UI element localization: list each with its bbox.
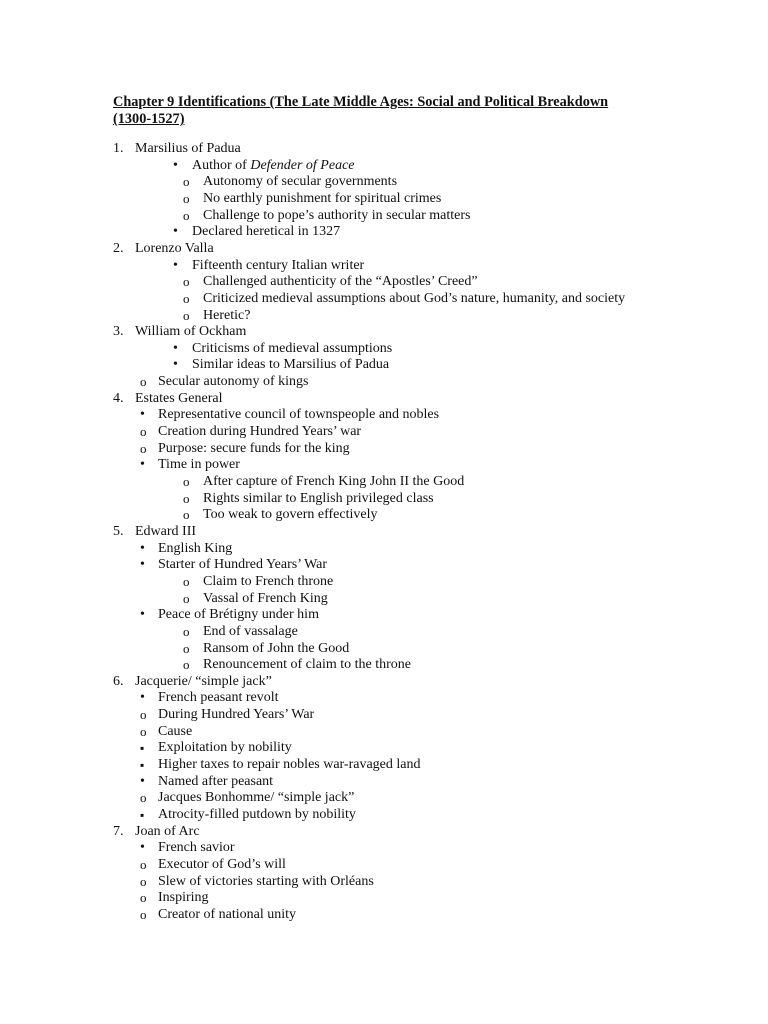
list-item-text: Challenge to pope’s authority in secular matters bbox=[203, 207, 471, 223]
bullet-icon bbox=[140, 774, 145, 791]
circle-bullet-icon bbox=[183, 308, 190, 326]
list-item-text: Criticized medieval assumptions about God’s nature, humanity, and society bbox=[203, 290, 626, 306]
circle-bullet-icon bbox=[183, 191, 190, 209]
list-item-text: Autonomy of secular governments bbox=[203, 174, 398, 190]
list-item-text: Executor of God’s will bbox=[158, 856, 286, 872]
circle-bullet-icon bbox=[140, 890, 147, 908]
list-item-text: Cause bbox=[158, 723, 193, 739]
square-bullet-icon bbox=[140, 740, 144, 758]
list-item bbox=[0, 174, 740, 191]
list-item-text: Author of Defender of Peace bbox=[192, 157, 355, 173]
list-item-text: Too weak to govern effectively bbox=[203, 507, 378, 523]
circle-bullet-icon bbox=[183, 507, 190, 525]
list-item bbox=[0, 724, 740, 741]
outline-heading bbox=[0, 241, 740, 258]
list-item bbox=[0, 457, 740, 474]
list-item-text: End of vassalage bbox=[203, 623, 298, 639]
list-item-text: Exploitation by nobility bbox=[158, 740, 292, 756]
list-item-text: Vassal of French King bbox=[203, 590, 328, 606]
list-item-text: Heretic? bbox=[203, 307, 251, 323]
list-item bbox=[0, 424, 740, 441]
list-item-text: Joan of Arc bbox=[135, 823, 200, 839]
list-item-text: Higher taxes to repair nobles war-ravaged land bbox=[158, 757, 421, 773]
list-item bbox=[0, 357, 740, 374]
bullet-icon bbox=[140, 557, 145, 574]
circle-bullet-icon bbox=[183, 274, 190, 292]
list-item-text: Creator of national unity bbox=[158, 906, 297, 922]
list-item bbox=[0, 274, 740, 291]
list-item bbox=[0, 874, 740, 891]
outline-heading bbox=[0, 674, 740, 691]
bullet-icon bbox=[140, 457, 145, 474]
list-item-text: Estates General bbox=[135, 390, 223, 406]
bullet-icon bbox=[173, 158, 178, 175]
list-item-text: During Hundred Years’ War bbox=[158, 707, 315, 723]
list-item-text: Claim to French throne bbox=[203, 573, 334, 589]
list-number: 6. bbox=[113, 673, 124, 689]
bullet-icon bbox=[140, 690, 145, 707]
list-item bbox=[0, 757, 740, 774]
list-item-text: Rights similar to English privileged class bbox=[203, 490, 434, 506]
bullet-icon bbox=[140, 541, 145, 558]
list-item bbox=[0, 840, 740, 857]
circle-bullet-icon bbox=[183, 474, 190, 492]
circle-bullet-icon bbox=[140, 424, 147, 442]
list-item-text: Renouncement of claim to the throne bbox=[203, 657, 411, 673]
circle-bullet-icon bbox=[183, 574, 190, 592]
list-item bbox=[0, 208, 740, 225]
list-item bbox=[0, 807, 740, 824]
list-item bbox=[0, 641, 740, 658]
list-item bbox=[0, 291, 740, 308]
list-number: 3. bbox=[113, 324, 124, 340]
list-item bbox=[0, 341, 740, 358]
circle-bullet-icon bbox=[183, 174, 190, 192]
list-item-text: Representative council of townspeople and nobles bbox=[158, 407, 440, 423]
list-item-text: Starter of Hundred Years’ War bbox=[158, 557, 328, 573]
list-item-text: Edward III bbox=[135, 523, 197, 539]
circle-bullet-icon bbox=[183, 591, 190, 609]
outline-heading bbox=[0, 391, 740, 408]
list-item bbox=[0, 308, 740, 325]
list-item bbox=[0, 191, 740, 208]
list-item-text: After capture of French King John II the Good bbox=[203, 474, 465, 489]
list-item-text: Criticisms of medieval assumptions bbox=[192, 340, 393, 356]
list-item bbox=[0, 707, 740, 724]
list-item-text: Peace of Brétigny under him bbox=[158, 607, 319, 623]
outline-heading bbox=[0, 141, 740, 158]
list-item-text: Atrocity-filled putdown by nobility bbox=[158, 807, 356, 822]
list-item-text: William of Ockham bbox=[135, 324, 247, 340]
list-item-text: Purpose: secure funds for the king bbox=[158, 440, 350, 456]
list-item bbox=[0, 258, 740, 275]
circle-bullet-icon bbox=[140, 907, 147, 925]
bullet-icon bbox=[140, 407, 145, 424]
square-bullet-icon bbox=[140, 807, 144, 825]
list-item-text: Creation during Hundred Years’ war bbox=[158, 424, 362, 440]
list-item-text: Fifteenth century Italian writer bbox=[192, 257, 365, 273]
list-item-text: English King bbox=[158, 540, 233, 556]
circle-bullet-icon bbox=[183, 624, 190, 642]
list-item-text: Declared heretical in 1327 bbox=[192, 224, 341, 240]
list-item-text: Secular autonomy of kings bbox=[158, 374, 309, 390]
bullet-icon bbox=[173, 224, 178, 241]
list-item-text: Named after peasant bbox=[158, 773, 274, 789]
list-item bbox=[0, 491, 740, 508]
list-item bbox=[0, 574, 740, 591]
outline-heading bbox=[0, 824, 740, 841]
list-item-text: Slew of victories starting with Orléans bbox=[158, 873, 374, 889]
list-item bbox=[0, 857, 740, 874]
circle-bullet-icon bbox=[183, 291, 190, 309]
circle-bullet-icon bbox=[183, 208, 190, 226]
list-item-text: No earthly punishment for spiritual crimes bbox=[203, 190, 442, 206]
list-item-text: French savior bbox=[158, 840, 235, 856]
list-item bbox=[0, 557, 740, 574]
bullet-icon bbox=[173, 357, 178, 374]
list-item bbox=[0, 907, 740, 924]
bullet-icon bbox=[140, 840, 145, 857]
list-item-text: French peasant revolt bbox=[158, 690, 279, 706]
list-item bbox=[0, 890, 740, 907]
circle-bullet-icon bbox=[183, 641, 190, 659]
circle-bullet-icon bbox=[140, 707, 147, 725]
list-number: 1. bbox=[113, 141, 124, 156]
list-item-text: Time in power bbox=[158, 457, 240, 473]
outline-heading bbox=[0, 524, 740, 541]
list-item-text: Ransom of John the Good bbox=[203, 640, 350, 656]
list-item bbox=[0, 690, 740, 707]
list-item bbox=[0, 407, 740, 424]
list-number: 5. bbox=[113, 523, 124, 539]
list-item-text: Challenged authenticity of the “Apostles’ Creed” bbox=[203, 274, 478, 290]
list-number: 4. bbox=[113, 390, 124, 406]
circle-bullet-icon bbox=[140, 857, 147, 875]
circle-bullet-icon bbox=[140, 790, 147, 808]
circle-bullet-icon bbox=[140, 874, 147, 892]
list-item bbox=[0, 441, 740, 458]
outline-heading bbox=[0, 324, 740, 341]
list-item bbox=[0, 591, 740, 608]
list-item-text: Inspiring bbox=[158, 890, 209, 906]
square-bullet-icon bbox=[140, 757, 144, 775]
list-item bbox=[0, 158, 740, 175]
bullet-icon bbox=[140, 607, 145, 624]
list-item-text: Lorenzo Valla bbox=[135, 240, 214, 256]
document-title: Chapter 9 Identifications (The Late Middle Ages: Social and Political Breakdown (1300-1527) bbox=[113, 94, 609, 127]
italic-title: Defender of Peace bbox=[250, 157, 355, 173]
bullet-icon bbox=[173, 258, 178, 275]
list-item bbox=[0, 657, 740, 674]
list-item bbox=[0, 474, 740, 491]
list-item-text: Jacques Bonhomme/ “simple jack” bbox=[158, 790, 355, 806]
list-item bbox=[0, 224, 740, 241]
list-number: 2. bbox=[113, 240, 124, 256]
list-item bbox=[0, 624, 740, 641]
circle-bullet-icon bbox=[183, 657, 190, 675]
list-item bbox=[0, 790, 740, 807]
list-item bbox=[0, 541, 740, 558]
list-item bbox=[0, 740, 740, 757]
list-item bbox=[0, 607, 740, 624]
list-item-text: Jacquerie/ “simple jack” bbox=[135, 673, 272, 689]
circle-bullet-icon bbox=[140, 374, 147, 392]
circle-bullet-icon bbox=[140, 441, 147, 459]
circle-bullet-icon bbox=[183, 491, 190, 509]
bullet-icon bbox=[173, 341, 178, 358]
circle-bullet-icon bbox=[140, 724, 147, 742]
list-number: 7. bbox=[113, 823, 124, 839]
list-item bbox=[0, 374, 740, 391]
list-item-text: Marsilius of Padua bbox=[135, 141, 241, 156]
list-item bbox=[0, 507, 740, 524]
list-item bbox=[0, 774, 740, 791]
list-item-text: Similar ideas to Marsilius of Padua bbox=[192, 357, 390, 373]
